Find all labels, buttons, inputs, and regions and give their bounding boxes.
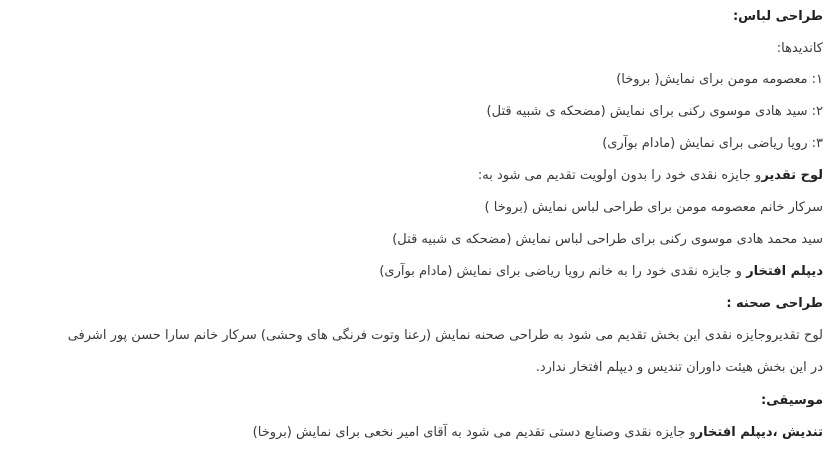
plaque-award-line <box>20 166 823 186</box>
plaque-award-text: و جایزه نقدی خود را بدون اولویت تقدیم می شود به: <box>477 168 762 183</box>
candidate-item-1: ۱: معصومه مومن برای نمایش( بروخا) <box>616 72 823 87</box>
stage-design-text-2: در این بخش هیئت داوران تندیس و دیپلم افتخار ندارد. <box>535 360 823 375</box>
diploma-award-line <box>20 262 823 282</box>
music-award-text: و جایزه نقدی وصنایع دستی تقدیم می شود به آقای امیر نخعی برای نمایش (بروخا) <box>252 425 696 440</box>
music-award-label: تندیش ،دیپلم افتخار <box>695 425 823 440</box>
stage-design-heading: طراحی صحنه : <box>726 296 823 311</box>
winner-item-1: سرکار خانم معصومه مومن برای طراحی لباس نمایش (بروخا ) <box>484 200 823 215</box>
candidate-item-3: ۳: رویا ریاضی برای نمایش (مادام بوآری) <box>602 136 823 151</box>
music-award-line <box>20 423 823 443</box>
candidate-item-2: ۲: سید هادی موسوی رکنی برای نمایش (مضحکه ی شبیه قتل) <box>486 104 823 119</box>
diploma-award-label: دیپلم افتخار <box>746 264 823 279</box>
winner-item-2: سید محمد هادی موسوی رکنی برای طراحی لباس نمایش (مضحکه ی شبیه قتل) <box>392 232 823 247</box>
costume-design-heading: طراحی لباس: <box>732 9 823 24</box>
music-heading: موسیقی: <box>761 393 823 408</box>
stage-design-text-1: لوح تقدیروجایزه نقدی این بخش تقدیم می شود به طراحی صحنه نمایش (رعنا وتوت فرنگی های وحشی) سرکار خانم سارا حسن پور اشرفی <box>67 328 823 343</box>
diploma-award-text: و جایزه نقدی خود را به خانم رویا ریاضی برای نمایش (مادام بوآری) <box>379 264 747 279</box>
plaque-award-label: لوح تقدیر <box>761 168 823 183</box>
candidates-label: کاندیدها: <box>776 41 823 56</box>
